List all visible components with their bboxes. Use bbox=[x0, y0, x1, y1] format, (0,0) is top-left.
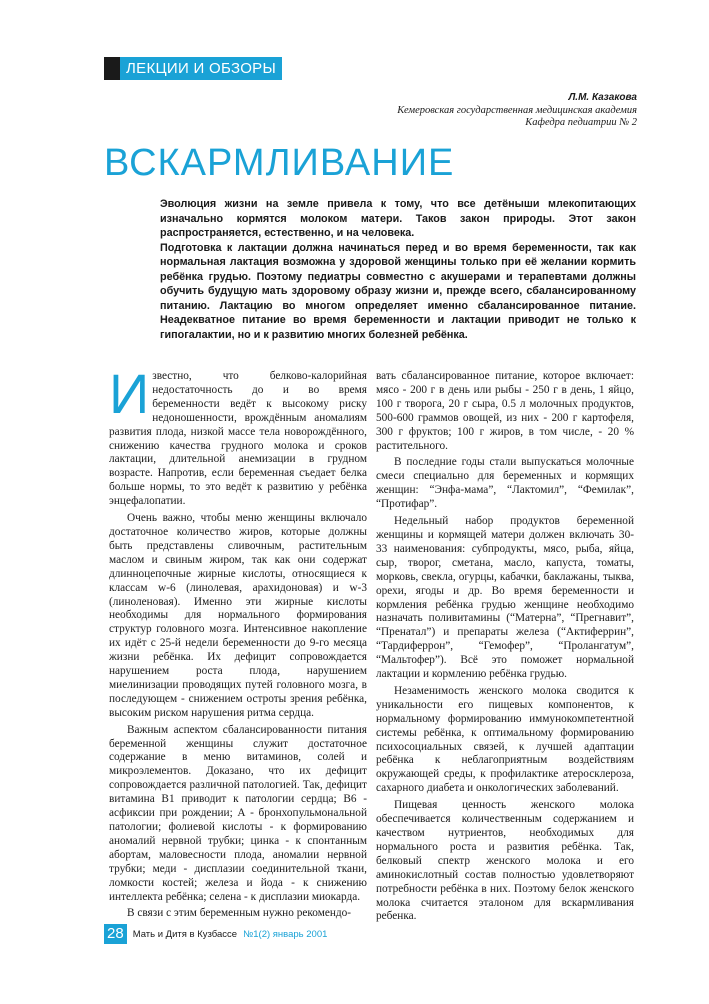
journal-name: Мать и Дитя в Кузбассе bbox=[132, 928, 238, 940]
body-paragraph-text: звестно, что белково-калорийная недостаточность до и во время беременности ведёт к высокому риску недоношенности, врождённым аномалиям развития плода, низкой массе тела новорождённого, снижению качества грудного молока и сроков лактации, длительной анемизации в грудном возрасте. Напротив, если беременная съедает белка больше нормы, то это ведёт к развитию у ребёнка энцефалопатии. bbox=[109, 370, 367, 508]
abstract-paragraph: Подготовка к лактации должна начинаться перед и во время беременности, так как нормальная лактация возможна у здоровой женщины только при её желании кормить ребёнка грудью. Поэтому педиатры совместно с акушерами и терапевтами должны обучить будущую мать здоровому образу жизни и, прежде всего, сбалансированному питанию. Лактацию во многом определяет именно сбалансированное питание. Неадекватное питание во время беременности и лактации приводит не только к гипогалактии, но и к развитию многих болезней ребёнка. bbox=[160, 241, 636, 341]
body-paragraph: Незаменимость женского молока сводится к уникальности его пищевых компонентов, к нормальному формированию иммунокомпетентной системы ребёнка, к оптимальному формированию психосоциальных связей, к лучшей адаптации ребёнка к неблагоприятным воздействиям окружающей среды, к профилактике атеросклероза, сахарного диабета и онкологических заболеваний. bbox=[376, 684, 634, 795]
section-label-text: ЛЕКЦИИ И ОБЗОРЫ bbox=[120, 57, 282, 80]
author-block bbox=[397, 92, 637, 130]
author-affiliation: Кемеровская государственная медицинская академия bbox=[397, 104, 637, 116]
section-label bbox=[104, 57, 282, 80]
author-department: Кафедра педиатрии № 2 bbox=[525, 117, 637, 128]
abstract-paragraph: Эволюция жизни на земле привела к тому, что все детёныши млекопитающих изначально кормятся молоком матери. Таков закон природы. Этот закон распространяется, естественно, и на человека. bbox=[160, 198, 636, 239]
body-paragraph: Очень важно, чтобы меню женщины включало достаточное количество жиров, которые должны быть представлены сливочным, растительным маслом и свиным жиром, так как они содержат длинноцепочные жирные кислоты, относящиеся к классам w-6 (линолевая, арахидоновая) и w-3 (линоленовая). Именно эти жирные кислоты необходимы для нормального формирования структур головного мозга. Интенсивное накопление их идёт с 25-й недели беременности до 9-го месяца жизни ребёнка. Их дефицит сопровождается нарушением роста плода, нарушением миелинизации проводящих путей головного мозга, в последующем - снижением остроты зрения ребёнка, высоким риском нарушения ритма сердца. bbox=[109, 512, 367, 719]
body-paragraph: Недельный набор продуктов беременной женщины и кормящей матери должен включать 30-33 наименования: субпродукты, мясо, рыба, яйца, сыр, творог, сметана, масло, капуста, томаты, морковь, свекла, огурцы, кабачки, баклажаны, тыква, орехи, ягоды и др. Во время беременности и кормления ребёнка грудью женщине необходимо назначать поливитамины (“Матерна”, “Прегнавит”, “Пренатал”) и препараты железа (“Актиферрин”, “Тардиферрон”, “Гемофер”, “Пролангатум”, “Мальтофер”). Всё это поможет нормальной лактации и кормлению ребёнка грудью. bbox=[376, 515, 634, 681]
body-column-left bbox=[109, 362, 367, 924]
body-paragraph: Важным аспектом сбалансированности питания беременной женщины служит достаточное содержание в меню витаминов, солей и микроэлементов. Доказано, что их дефицит сопровождается различной патологией. Так, дефицит витамина B1 приводит к патологии сердца; B6 - асфиксии при рождении; А - бронхопульмональной патологии; фолиевой кислоты - к формированию аномалий нервной трубки; цинка - к спонтанным абортам, маловесности плода, аномалии нервной трубки; меди - дисплазии соединительной ткани, ломкости костей; железа и йода - к снижению интеллекта ребёнка; селена - к дисплазии миокарда. bbox=[109, 723, 367, 903]
issue-info: №1(2) январь 2001 bbox=[243, 928, 328, 940]
body-paragraph bbox=[109, 362, 367, 509]
body-paragraph: вать сбалансированное питание, которое включает: мясо - 200 г в день или рыбы - 250 г в день, 1 яйцо, 100 г творога, 20 г сыра, 0.5 л молочных продуктов, 500-600 граммов овощей, из них - 200 г картофеля, 300 г фруктов; 100 г жиров, в том числе, - 20 % растительного. bbox=[376, 370, 634, 452]
body-paragraph: В последние годы стали выпускаться молочные смеси специально для беременных и кормящих женщин: “Энфа-мама”, “Лактомил”, “Фемилак”, “Протифар”. bbox=[376, 456, 634, 511]
body-paragraph: В связи с этим беременным нужно рекомендо- bbox=[127, 907, 352, 920]
abstract bbox=[160, 197, 636, 342]
section-label-bar bbox=[104, 57, 120, 80]
body-column-right bbox=[376, 370, 634, 927]
drop-cap: И bbox=[109, 362, 150, 425]
article-title: ВСКАРМЛИВАНИЕ bbox=[104, 142, 455, 184]
body-paragraph: Пищевая ценность женского молока обеспечивается количественным содержанием и качеством нутриентов, необходимых для нормального роста и развития ребёнка. Так, белковый спектр женского молока и его аминокислотный состав полностью удовлетворяют потребности ребёнка в них. Поэтому белок женского молока считается эталоном для вскармливания ребенка. bbox=[376, 799, 634, 923]
page-number: 28 bbox=[104, 924, 127, 944]
page-footer bbox=[104, 924, 327, 944]
author-name: Л.М. Казакова bbox=[568, 92, 637, 103]
